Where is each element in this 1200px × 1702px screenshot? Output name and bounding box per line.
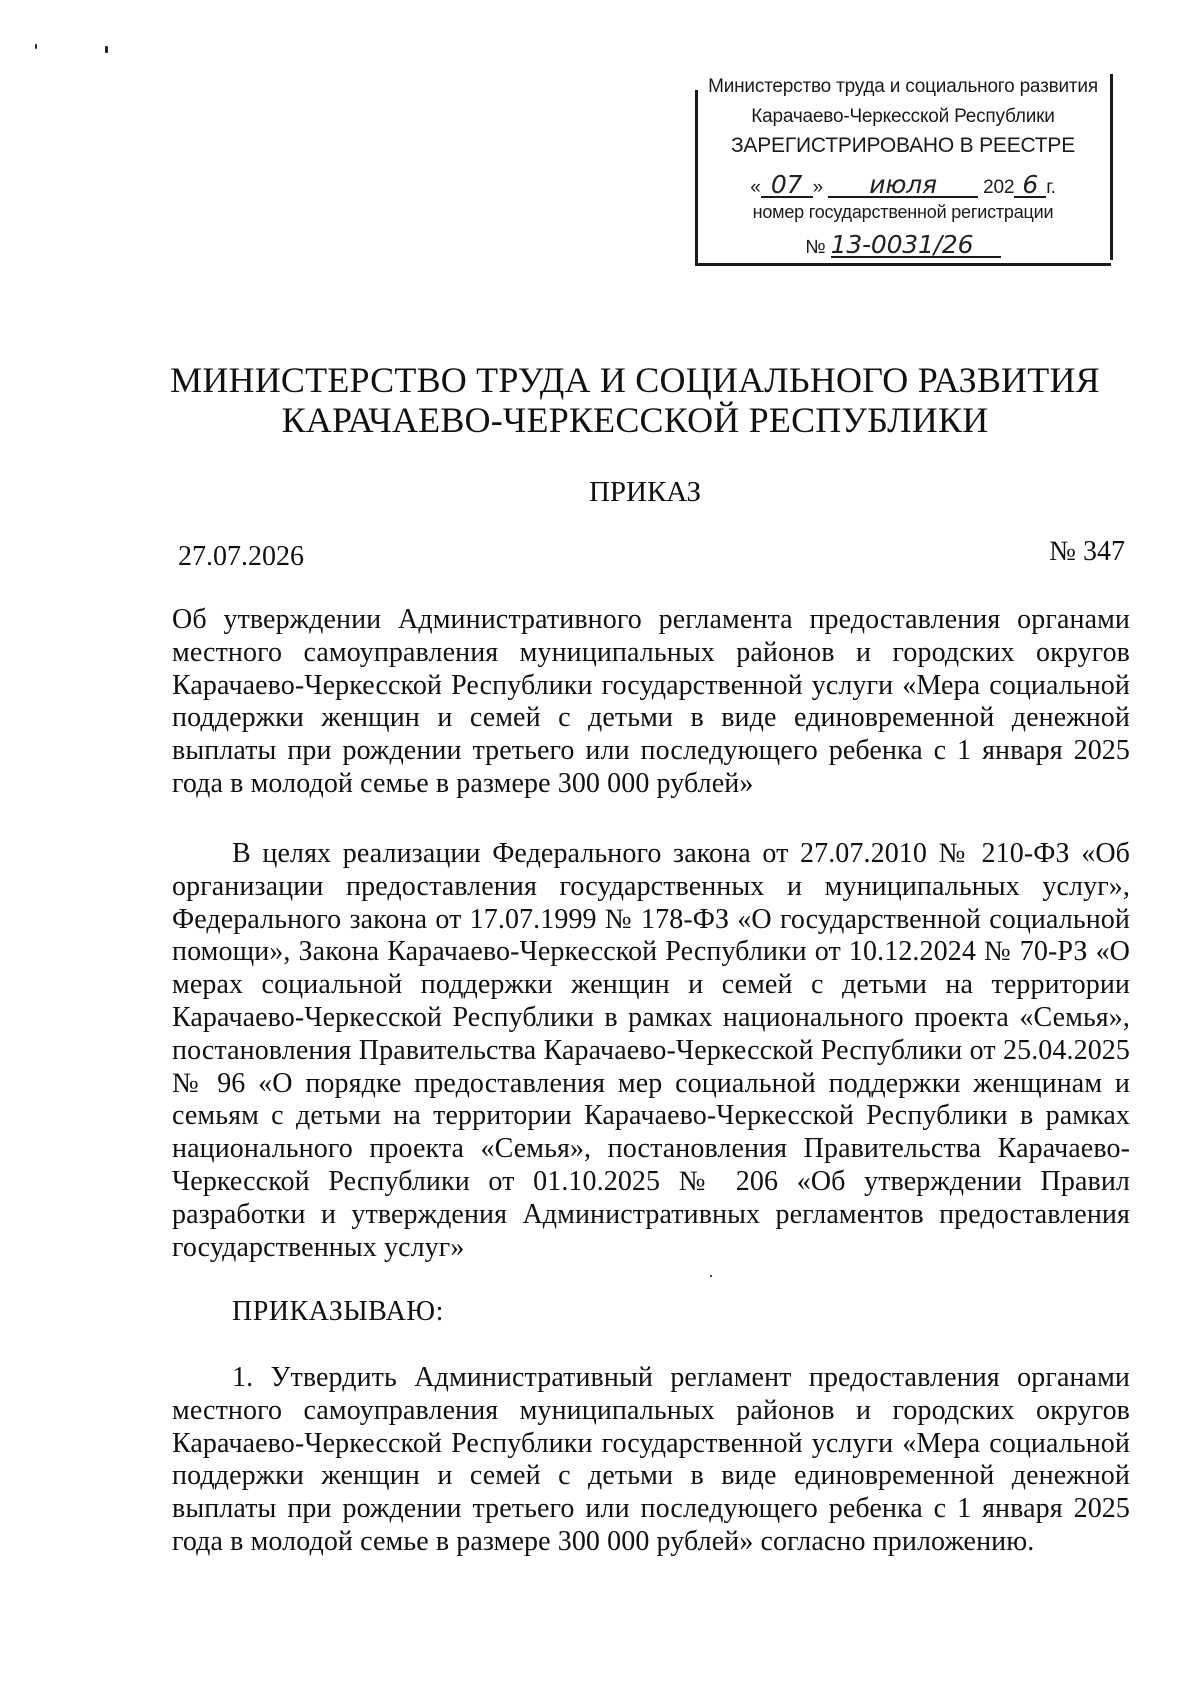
registration-stamp [695,74,1113,268]
order-date: 27.07.2026 [178,541,304,572]
order-number: № 347 [1049,536,1125,567]
stamp-date-line: « 07 » июля 202 6 г. [750,170,1056,199]
scan-speck [105,46,108,53]
stamp-year-prefix: 202 [983,177,1015,198]
legal-basis-paragraph: В целях реализации Федерального закона от 27.07.2010 № 210-ФЗ «Об организации предоставления государственных и муниципальных услуг», Федерального закона от 17.07.1999 № 178-ФЗ «О государственной социальной помощи», Закона Карачаево-Черкесской Республики от 10.12.2024 № 70-РЗ «О мерах социальной поддержки женщин и семей с детьми на территории Карачаево-Черкесской Республики в рамках национального проекта «Семья», постановления Правительства Карачаево-Черкесской Республики от 25.04.2025 № 96 «О порядке предоставления мер социальной поддержки женщинам и семьям с детьми на территории Карачаево-Черкесской Республики в рамках национального проекта «Семья», постановления Правительства Карачаево-Черкесской Республики от 01.10.2025 № 206 «Об утверждении Правил разработки и утверждения Административных регламентов предоставления государственных услуг» [172,838,1130,1263]
order-subject: Об утверждении Административного регламента предоставления органами местного самоуправления муниципальных районов и городских округов Карачаево-Черкесской Республики государственной услуги «Мера социальной поддержки женщин и семей с детьми в виде единовременной денежной выплаты при рождении третьего или последующего ребенка с 1 января 2025 года в молодой семье в размере 300 000 рублей» [172,604,1130,799]
stamp-year-suffix: г. [1046,177,1056,198]
stamp-reg-label: номер государственной регистрации [752,202,1054,222]
stamp-number-sign: № [805,237,826,258]
stamp-month: июля [828,174,978,198]
document-type: ПРИКАЗ [588,476,702,508]
ministry-title-line1: МИНИСТЕРСТВО ТРУДА И СОЦИАЛЬНОГО РАЗВИТИЯ [170,360,1100,400]
stamp-reg-number: 13-0031/26 [831,234,1001,258]
stamp-border-right [1110,74,1113,260]
stamp-year-digit: 6 [1014,174,1046,198]
scan-speck [35,44,37,49]
stamp-reg-number-line [699,230,1107,264]
scan-speck [710,1275,712,1277]
order-item: 1. Утвердить Административный регламент предоставления органами местного самоуправления муниципальных районов и городских округов Карачаево-Черкесской Республики государственной услуги «Мера социальной поддержки женщин и семей с детьми в виде единовременной денежной выплаты при рождении третьего или последующего ребенка с 1 января 2025 года в молодой семье в размере 300 000 рублей» согласно приложению. [172,1362,1130,1557]
ministry-title-line2: КАРАЧАЕВО-ЧЕРКЕССКОЙ РЕСПУБЛИКИ [281,400,989,440]
stamp-ministry-line: Министерство труда и социального развития [708,76,1098,97]
stamp-day: 07 [761,174,813,198]
stamp-republic-line: Карачаево-Черкесской Республики [751,106,1055,127]
stamp-registered-line: ЗАРЕГИСТРИРОВАНО В РЕЕСТРЕ [730,134,1076,157]
orders-heading: ПРИКАЗЫВАЮ: [232,1296,444,1327]
stamp-border-left [695,90,698,264]
